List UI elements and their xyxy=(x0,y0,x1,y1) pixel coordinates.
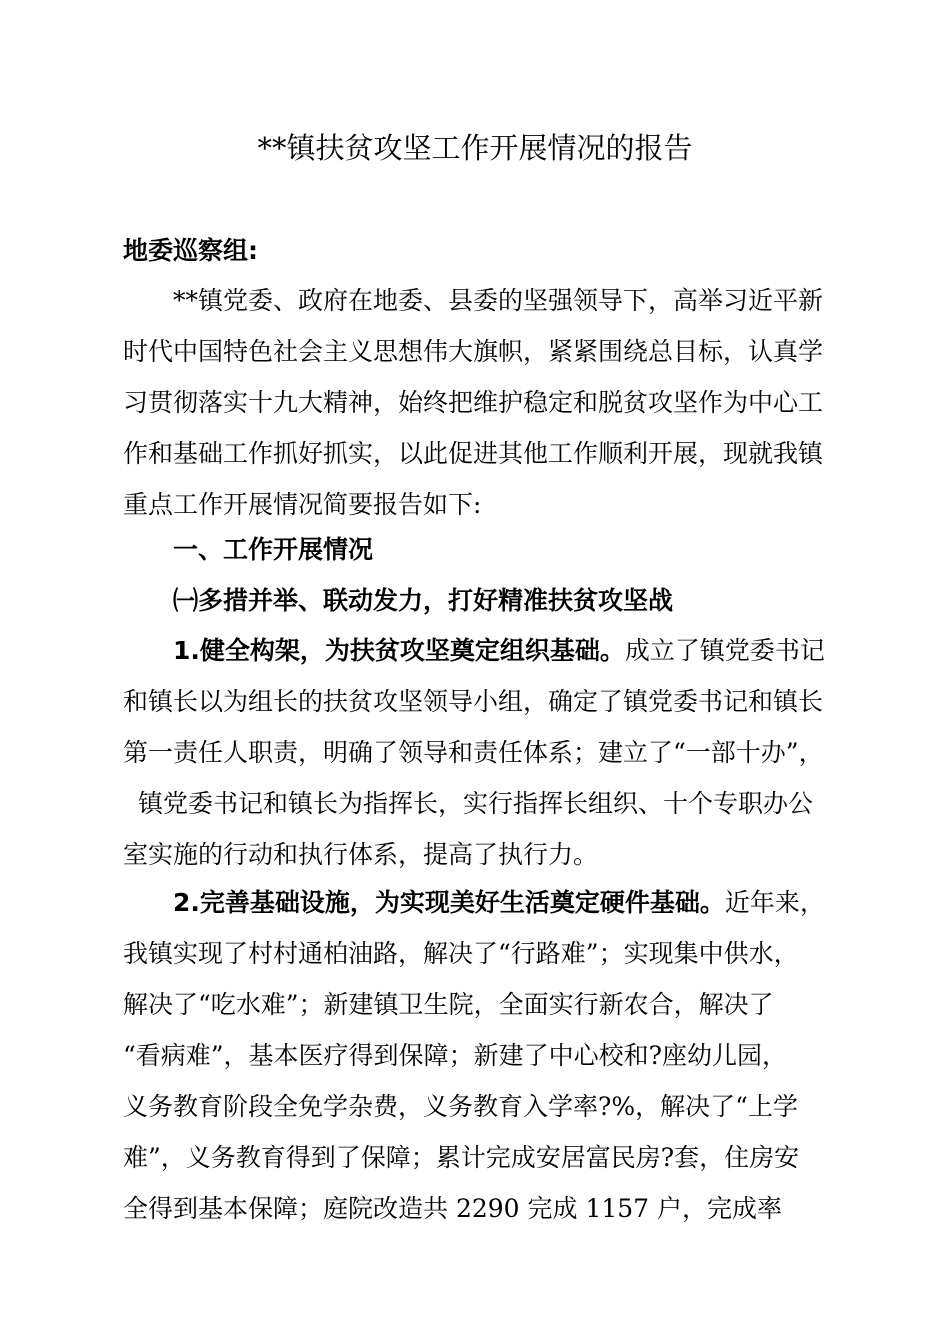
item-2-lead-rest: 近年来， xyxy=(724,888,825,917)
document-title: **镇扶贫攻坚工作开展情况的报告 xyxy=(257,131,693,165)
item-2-line: 难”，义务教育得到了保障；累计完成安居富民房?套，住房安 xyxy=(123,1143,800,1172)
section-heading: 一、工作开展情况 xyxy=(173,535,374,564)
item-2-line: 全得到基本保障；庭院改造共 2290 完成 1157 户，完成率 xyxy=(123,1194,783,1223)
item-1-line: 室实施的行动和执行体系，提高了执行力。 xyxy=(123,840,599,869)
intro-line: 作和基础工作抓好抓实，以此促进其他工作顺利开展，现就我镇 xyxy=(123,439,824,468)
item-2-line: 义务教育阶段全免学杂费，义务教育入学率?%，解决了“上学 xyxy=(123,1092,798,1121)
item-2-line: 我镇实现了村村通柏油路，解决了“行路难”；实现集中供水， xyxy=(123,939,799,968)
item-1-line: 和镇长以为组长的扶贫攻坚领导小组，确定了镇党委书记和镇长 xyxy=(123,687,824,716)
item-2-line: “看病难”，基本医疗得到保障；新建了中心校和?座幼儿园， xyxy=(123,1041,787,1070)
item-1-first-line xyxy=(173,634,825,668)
item-1-lead-rest: 成立了镇党委书记 xyxy=(624,636,825,665)
item-1-lead: 1.健全构架，为扶贫攻坚奠定组织基础。 xyxy=(173,636,625,665)
item-2-first-line xyxy=(173,886,825,920)
item-2-lead: 2.完善基础设施，为实现美好生活奠定硬件基础。 xyxy=(173,888,725,917)
subsection-heading: ㈠多措并举、联动发力，打好精准扶贫攻坚战 xyxy=(173,586,674,615)
intro-line: 时代中国特色社会主义思想伟大旗帜，紧紧围绕总目标，认真学 xyxy=(123,337,824,366)
item-1-line: 镇党委书记和镇长为指挥长，实行指挥长组织、十个专职办公 xyxy=(138,789,814,818)
item-1-line: 第一责任人职责，明确了领导和责任体系；建立了“一部十办”， xyxy=(123,738,824,767)
intro-line: 习贯彻落实十九大精神，始终把维护稳定和脱贫攻坚作为中心工 xyxy=(123,388,824,417)
salutation: 地委巡察组: xyxy=(123,236,258,265)
intro-line: 重点工作开展情况简要报告如下: xyxy=(123,490,482,519)
intro-line: **镇党委、政府在地委、县委的坚强领导下，高举习近平新 xyxy=(173,286,824,315)
item-2-line: 解决了“吃水难”；新建镇卫生院，全面实行新农合，解决了 xyxy=(123,990,774,1019)
